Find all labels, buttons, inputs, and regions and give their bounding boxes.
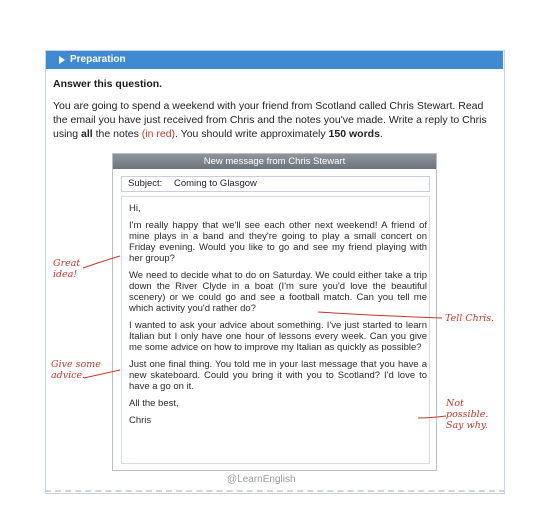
note-give-advice-line1: Give some: [51, 359, 101, 370]
instruction-red-note: (in red): [141, 128, 176, 140]
instruction-part-1: You are going to spend a weekend with your friend from Scotland called Chris Stewart. Read the email you have just received from Chris and the notes you've made. Write a reply to Chris using: [53, 100, 487, 140]
note-great-idea-line2: idea!: [53, 269, 78, 280]
watermark: @LearnEnglish: [227, 474, 296, 485]
bottom-divider: [45, 490, 505, 492]
note-not-possible-line1: Not: [446, 398, 464, 409]
email-signature: Chris: [129, 415, 152, 426]
email-greeting: Hi,: [129, 203, 141, 214]
note-tell-chris: Tell Chris.: [445, 313, 495, 324]
email-subject-value: Coming to Glasgow: [174, 178, 257, 189]
instruction-part-3: . You should write approximately: [175, 128, 329, 140]
great-idea-line: [83, 256, 120, 268]
tell-chris-line: [318, 312, 442, 318]
instruction-all-emphasis: all: [81, 128, 93, 140]
instruction-heading: Answer this question.: [53, 78, 163, 90]
email-subject-label: Subject:: [128, 178, 163, 189]
email-paragraph-3: I wanted to ask your advice about something. I've just started to learn Italian but I only have one hour of lessons every week. Can you give me some advice on how to improve my Italian as quickly as possible?: [129, 320, 427, 353]
not-possible-line: [418, 416, 446, 418]
email-paragraph-2: We need to decide what to do on Saturday. We could either take a trip down the River Clyde in a boat (I'm sure you'd love the beautiful scenery) or we could go and see a football match. Can you tell me which activity you'd rather do?: [129, 270, 427, 314]
note-great-idea: [53, 258, 80, 280]
note-not-possible-line2: possible.: [446, 409, 489, 420]
email-closing: All the best,: [129, 398, 179, 409]
preparation-header-label: Preparation: [70, 54, 126, 65]
instruction-part-2: the notes: [92, 128, 142, 140]
note-not-possible: [446, 398, 488, 431]
instruction-word-count: 150 words: [328, 128, 380, 140]
note-give-advice: [51, 359, 101, 381]
note-not-possible-line3: Say why.: [446, 420, 488, 431]
instruction-part-4: .: [379, 128, 383, 140]
note-great-idea-line1: Great: [53, 258, 81, 269]
email-paragraph-4: Just one final thing. You told me in your last message that you have a new skateboard. Could you bring it with you to Scotland? I'd love to have a go on it.: [129, 359, 427, 392]
email-title-bar: New message from Chris Stewart: [113, 154, 436, 169]
note-give-advice-line2: advice.: [51, 370, 86, 381]
email-paragraph-1: I'm really happy that we'll see each other next weekend! A friend of mine plays in a band and they're going to play a small concert on Friday evening. Would you like to go and see my friend playing with her group?: [129, 220, 427, 264]
